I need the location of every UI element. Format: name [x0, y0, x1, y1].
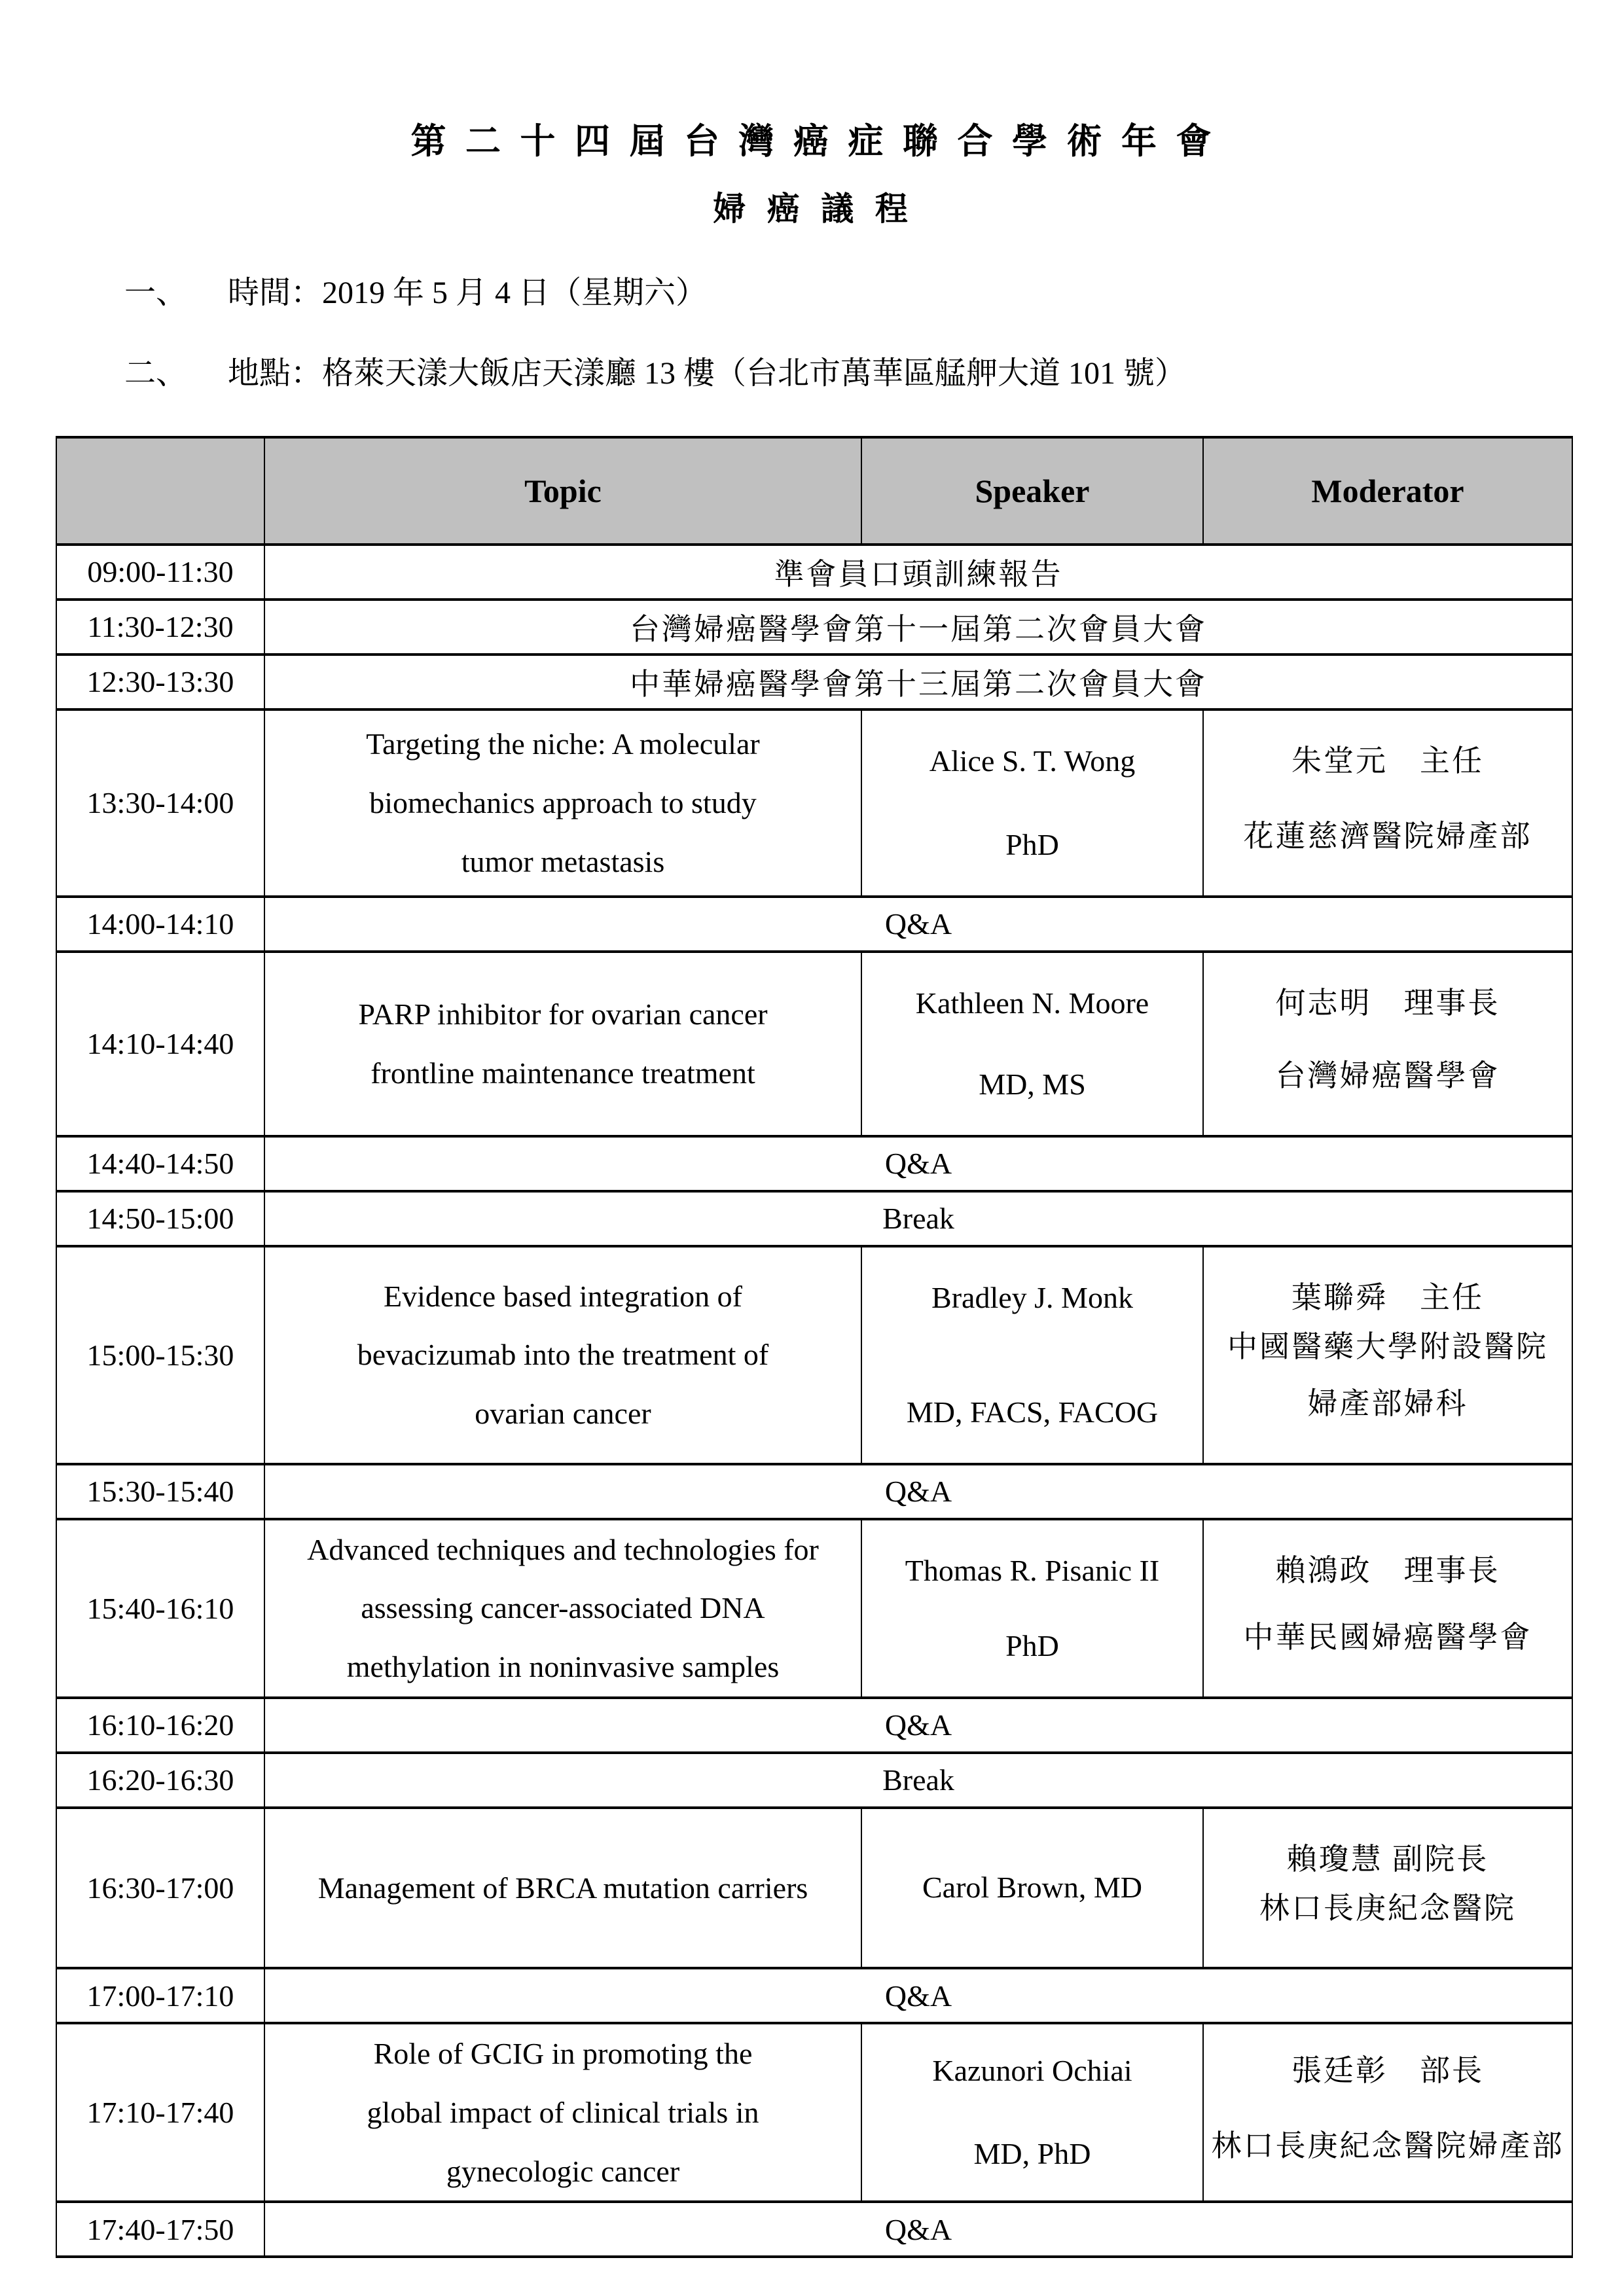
moderator-name: 賴瓊慧 副院長	[1286, 1842, 1489, 1876]
speaker-name: Kazunori Ochiai	[932, 2054, 1132, 2088]
topic-text	[265, 2024, 861, 2200]
merged-activity-cell: 準會員口頭訓練報告	[264, 545, 1572, 600]
speaker-credential: PhD	[1005, 827, 1059, 861]
session-row	[56, 1808, 1572, 1968]
speaker-credential: MD, FACS, FACOG	[906, 1395, 1159, 1429]
topic-line: methylation in noninvasive samples	[346, 1650, 780, 1684]
table-row	[56, 655, 1572, 709]
speaker-name: Thomas R. Pisanic II	[905, 1553, 1160, 1587]
speaker-text	[862, 711, 1202, 895]
table-row	[56, 897, 1572, 952]
moderator-text	[1204, 1247, 1572, 1463]
topic-line: assessing cancer-associated DNA	[361, 1591, 765, 1625]
table-row	[56, 1464, 1572, 1519]
topic-cell	[264, 2023, 861, 2202]
moderator-cell	[1203, 2023, 1572, 2202]
merged-activity-cell: Q&A	[264, 1464, 1572, 1519]
info-marker: 一、	[124, 275, 188, 310]
topic-line: biomechanics approach to study	[369, 785, 757, 819]
topic-line: ovarian cancer	[475, 1397, 651, 1431]
event-time-text: 時間：2019 年 5 月 4 日（星期六）	[228, 275, 708, 310]
topic-cell	[264, 952, 861, 1136]
merged-activity-cell: Q&A	[264, 2202, 1572, 2257]
moderator-name: 張廷彰 部長	[1291, 2054, 1484, 2088]
table-row	[56, 2202, 1572, 2257]
moderator-affiliation: 林口長庚紀念醫院	[1259, 1891, 1516, 1925]
moderator-cell	[1203, 1519, 1572, 1698]
topic-line: Management of BRCA mutation carriers	[317, 1871, 808, 1905]
speaker-text	[862, 1809, 1202, 1967]
col-header-speaker: Speaker	[861, 437, 1203, 545]
time-cell: 15:00-15:30	[56, 1246, 264, 1464]
speaker-cell	[861, 2023, 1203, 2202]
moderator-affiliation: 台灣婦癌醫學會	[1275, 1059, 1500, 1093]
info-line-time	[124, 274, 1572, 312]
topic-text	[265, 1809, 861, 1967]
session-row	[56, 952, 1572, 1136]
speaker-cell	[861, 1246, 1203, 1464]
topic-line: global impact of clinical trials in	[367, 2095, 759, 2129]
speaker-name: Kathleen N. Moore	[915, 986, 1149, 1020]
agenda-subtitle: 婦 癌 議 程	[713, 190, 914, 228]
moderator-name: 賴鴻政 理事長	[1275, 1553, 1500, 1587]
time-cell: 11:30-12:30	[56, 600, 264, 655]
speaker-name: Carol Brown, MD	[922, 1871, 1143, 1905]
time-cell: 14:50-15:00	[56, 1191, 264, 1246]
topic-text	[265, 1520, 861, 1696]
topic-line: Targeting the niche: A molecular	[366, 727, 760, 761]
time-cell: 15:40-16:10	[56, 1519, 264, 1698]
col-header-moderator: Moderator	[1203, 437, 1572, 545]
merged-activity-cell: 中華婦癌醫學會第十三屆第二次會員大會	[264, 655, 1572, 709]
time-cell: 13:30-14:00	[56, 709, 264, 897]
merged-activity-cell: Q&A	[264, 897, 1572, 952]
table-row	[56, 600, 1572, 655]
time-cell: 14:10-14:40	[56, 952, 264, 1136]
time-cell: 15:30-15:40	[56, 1464, 264, 1519]
session-row	[56, 709, 1572, 897]
moderator-name: 何志明 理事長	[1275, 986, 1500, 1020]
topic-text	[265, 711, 861, 895]
table-row	[56, 1753, 1572, 1808]
speaker-cell	[861, 709, 1203, 897]
topic-line: PARP inhibitor for ovarian cancer	[358, 997, 768, 1031]
topic-line: Advanced techniques and technologies for	[307, 1532, 819, 1566]
conference-title: 第 二 十 四 屆 台 灣 癌 症 聯 合 學 術 年 會	[410, 122, 1217, 161]
moderator-affiliation: 林口長庚紀念醫院婦產部	[1211, 2128, 1564, 2162]
time-cell: 12:30-13:30	[56, 655, 264, 709]
speaker-cell	[861, 1808, 1203, 1968]
speaker-text	[862, 1520, 1202, 1696]
topic-line: Role of GCIG in promoting the	[373, 2037, 753, 2071]
info-list	[56, 274, 1572, 393]
col-header-time	[56, 437, 264, 545]
agenda-table	[56, 436, 1573, 2258]
time-cell: 16:20-16:30	[56, 1753, 264, 1808]
moderator-text	[1204, 1520, 1572, 1696]
time-cell: 16:30-17:00	[56, 1808, 264, 1968]
topic-line: Evidence based integration of	[384, 1279, 742, 1313]
session-row	[56, 1519, 1572, 1698]
topic-line: gynecologic cancer	[446, 2154, 680, 2188]
moderator-cell	[1203, 1808, 1572, 1968]
topic-line: bevacizumab into the treatment of	[357, 1338, 769, 1372]
speaker-text	[862, 1247, 1202, 1463]
merged-activity-cell: Q&A	[264, 1136, 1572, 1191]
moderator-text	[1204, 711, 1572, 895]
table-row	[56, 1191, 1572, 1246]
moderator-name: 朱堂元 主任	[1291, 744, 1484, 778]
time-cell: 17:40-17:50	[56, 2202, 264, 2257]
col-header-topic: Topic	[264, 437, 861, 545]
moderator-text	[1204, 953, 1572, 1135]
topic-line: tumor metastasis	[461, 844, 665, 878]
topic-cell	[264, 709, 861, 897]
time-cell: 17:00-17:10	[56, 1968, 264, 2023]
info-marker: 二、	[124, 356, 188, 391]
header-row	[56, 437, 1572, 545]
topic-line: frontline maintenance treatment	[370, 1056, 755, 1090]
session-row	[56, 2023, 1572, 2202]
merged-activity-cell: 台灣婦癌醫學會第十一屆第二次會員大會	[264, 600, 1572, 655]
moderator-affiliation: 中華民國婦癌醫學會	[1243, 1621, 1532, 1655]
moderator-affiliation: 花蓮慈濟醫院婦產部	[1243, 819, 1532, 853]
merged-activity-cell: Q&A	[264, 1968, 1572, 2023]
moderator-text	[1204, 2024, 1572, 2200]
speaker-credential: MD, PhD	[973, 2137, 1091, 2171]
table-row	[56, 1698, 1572, 1753]
topic-cell	[264, 1519, 861, 1698]
topic-cell	[264, 1808, 861, 1968]
table-row	[56, 545, 1572, 600]
speaker-cell	[861, 1519, 1203, 1698]
speaker-name: Alice S. T. Wong	[929, 744, 1136, 778]
speaker-credential: PhD	[1005, 1628, 1059, 1662]
topic-text	[265, 1247, 861, 1463]
moderator-text	[1204, 1809, 1572, 1967]
moderator-cell	[1203, 1246, 1572, 1464]
merged-activity-cell: Break	[264, 1753, 1572, 1808]
time-cell: 14:40-14:50	[56, 1136, 264, 1191]
moderator-cell	[1203, 952, 1572, 1136]
moderator-affiliation	[1227, 1318, 1548, 1433]
speaker-credential: MD, MS	[979, 1067, 1086, 1101]
speaker-text	[862, 953, 1202, 1135]
time-cell: 14:00-14:10	[56, 897, 264, 952]
time-cell: 16:10-16:20	[56, 1698, 264, 1753]
moderator-affiliation-line: 中國醫藥大學附設醫院	[1227, 1329, 1548, 1363]
topic-text	[265, 953, 861, 1135]
event-location-text: 地點：格萊天漾大飯店天漾廳 13 樓（台北市萬華區艋舺大道 101 號）	[228, 356, 1187, 391]
moderator-name: 葉聯舜 主任	[1291, 1280, 1484, 1314]
table-row	[56, 1968, 1572, 2023]
time-cell: 17:10-17:40	[56, 2023, 264, 2202]
merged-activity-cell: Break	[264, 1191, 1572, 1246]
moderator-cell	[1203, 709, 1572, 897]
session-row	[56, 1246, 1572, 1464]
info-line-location	[124, 355, 1572, 393]
table-row	[56, 1136, 1572, 1191]
topic-cell	[264, 1246, 861, 1464]
moderator-affiliation-line: 婦產部婦科	[1307, 1387, 1468, 1421]
speaker-text	[862, 2024, 1202, 2200]
merged-activity-cell: Q&A	[264, 1698, 1572, 1753]
speaker-cell	[861, 952, 1203, 1136]
time-cell: 09:00-11:30	[56, 545, 264, 600]
speaker-name: Bradley J. Monk	[931, 1280, 1133, 1314]
